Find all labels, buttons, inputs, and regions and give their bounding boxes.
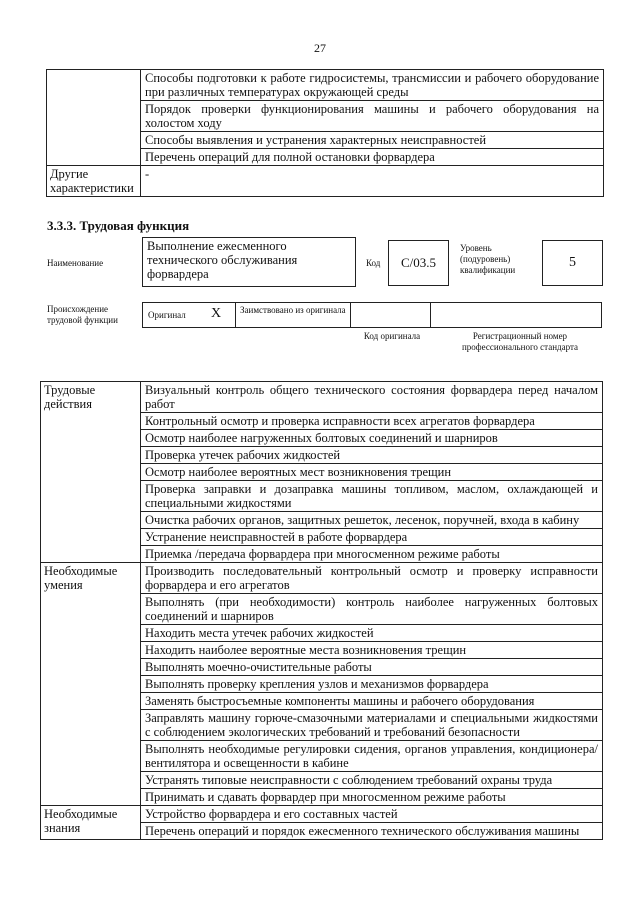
skill-item: Выполнять моечно-очистительные работы	[141, 659, 603, 676]
labor-function-table	[40, 381, 603, 840]
other-characteristics-value: -	[141, 166, 604, 197]
code-original-caption: Код оригинала	[363, 331, 421, 341]
skill-item: Находить наиболее вероятные места возникновения трещин	[141, 642, 603, 659]
table-row	[47, 166, 604, 197]
skill-item: Принимать и сдавать форвардер при многосменном режиме работы	[141, 789, 603, 806]
labor-action-item: Приемка /передача форвардера при многосменном режиме работы	[141, 546, 603, 563]
skill-item: Устранять типовые неисправности с соблюдением требований охраны труда	[141, 772, 603, 789]
knowledge-item: Способы выявления и устранения характерных неисправностей	[141, 132, 604, 149]
original-mark: X	[211, 306, 222, 321]
table-row	[41, 382, 603, 413]
labor-action-item: Контрольный осмотр и проверка исправности всех агрегатов форвардера	[141, 413, 603, 430]
knowledge-label: Необходимые знания	[41, 806, 141, 840]
skills-label: Необходимые умения	[41, 563, 141, 806]
code-box	[388, 240, 449, 286]
labor-action-item: Визуальный контроль общего технического состояния форвардера перед началом работ	[141, 382, 603, 413]
skill-item: Заменять быстросъемные компоненты машины и рабочего оборудования	[141, 693, 603, 710]
continuation-table	[46, 69, 604, 197]
labor-action-item: Очистка рабочих органов, защитных решеток, лесенок, поручней, входа в кабину	[141, 512, 603, 529]
borrowed-label: Заимствовано из оригинала	[240, 305, 346, 315]
labor-action-item: Осмотр наиболее вероятных мест возникновения трещин	[141, 464, 603, 481]
table-row	[41, 563, 603, 594]
skill-item: Находить места утечек рабочих жидкостей	[141, 625, 603, 642]
labor-action-item: Проверка заправки и дозаправка машины топливом, маслом, охлаждающей и специальными жидкостями	[141, 481, 603, 512]
table-row	[47, 70, 604, 101]
code-label: Код	[366, 258, 381, 268]
knowledge-item: Порядок проверки функционирования машины и рабочего оборудования на холостом ходу	[141, 101, 604, 132]
other-characteristics-label: Другие характеристики	[47, 166, 141, 197]
skill-item: Выполнять (при необходимости) контроль наиболее нагруженных болтовых соединений и шарниров	[141, 594, 603, 625]
table-row	[41, 806, 603, 823]
row-label-empty	[47, 70, 141, 166]
name-label: Наименование	[47, 258, 104, 268]
origin-row	[142, 302, 602, 328]
knowledge-item: Способы подготовки к работе гидросистемы, трансмиссии и рабочего оборудование при различных температурах окружающей среды	[141, 70, 604, 101]
reg-number-caption: Регистрационный номер профессионального стандарта	[461, 331, 579, 352]
skill-item: Выполнять проверку крепления узлов и механизмов форвардера	[141, 676, 603, 693]
code-value: C/03.5	[400, 255, 437, 270]
reg-number-cell	[431, 303, 601, 327]
origin-label: Происхождение трудовой функции	[47, 304, 118, 325]
level-value: 5	[569, 255, 576, 270]
labor-action-item: Осмотр наиболее нагруженных болтовых соединений и шарниров	[141, 430, 603, 447]
labor-actions-label: Трудовые действия	[41, 382, 141, 563]
knowledge-item: Перечень операций для полной остановки форвардера	[141, 149, 604, 166]
knowledge-item: Перечень операций и порядок ежесменного технического обслуживания машины	[141, 823, 603, 840]
section-title: 3.3.3. Трудовая функция	[47, 218, 190, 233]
labor-action-item: Проверка утечек рабочих жидкостей	[141, 447, 603, 464]
page-number: 27	[314, 41, 326, 55]
knowledge-item: Устройство форвардера и его составных частей	[141, 806, 603, 823]
level-label: Уровень (подуровень) квалификации	[460, 243, 516, 275]
code-original-cell	[351, 303, 431, 327]
original-cell	[143, 303, 236, 327]
labor-action-item: Устранение неисправностей в работе форвардера	[141, 529, 603, 546]
borrowed-cell	[236, 303, 351, 327]
skill-item: Заправлять машину горюче-смазочными материалами и специальными жидкостями с соблюдением экологических требований и требований безопасности	[141, 710, 603, 741]
original-label: Оригинал	[148, 310, 186, 320]
skill-item: Выполнять необходимые регулировки сидения, органов управления, кондиционера/вентилятора и освещенности в кабине	[141, 741, 603, 772]
skill-item: Производить последовательный контрольный осмотр и проверку исправности форвардера и его агрегатов	[141, 563, 603, 594]
function-name-box: Выполнение ежесменного технического обслуживания форвардера	[142, 237, 356, 287]
level-box	[542, 240, 603, 286]
